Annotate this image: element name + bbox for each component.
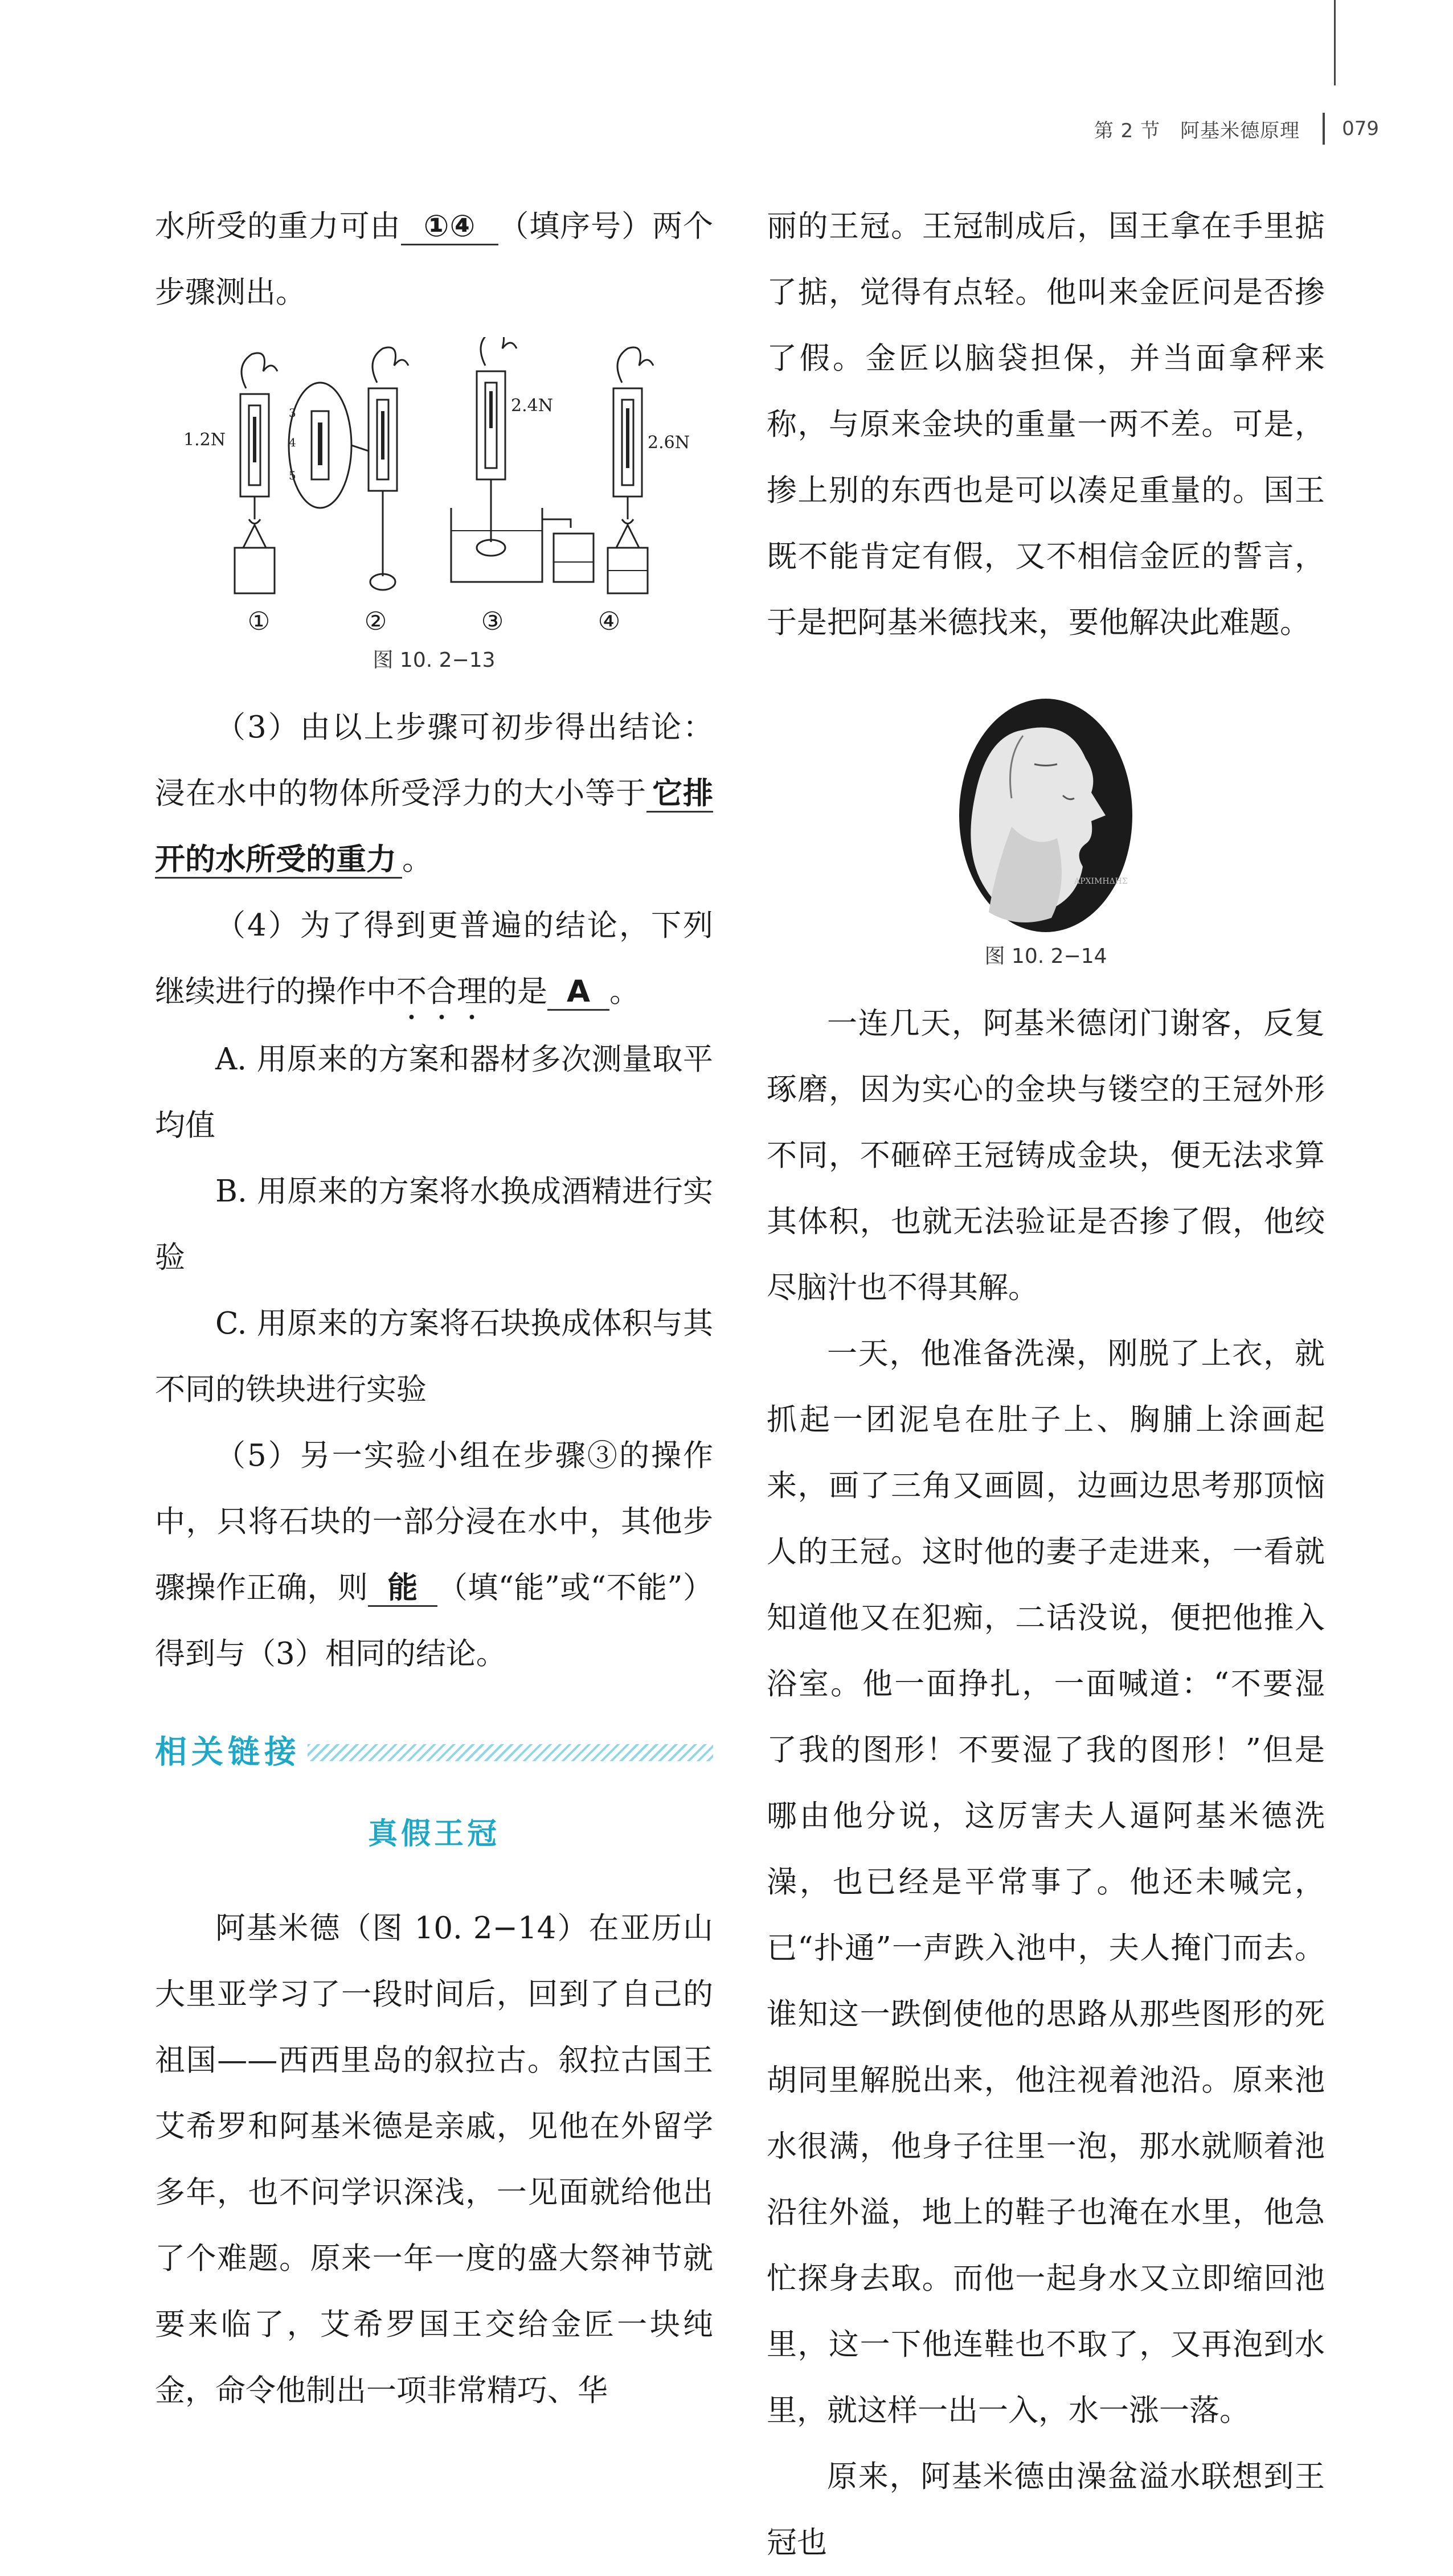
spring-scale-diagram (155, 337, 713, 605)
header-divider (1323, 113, 1325, 145)
top-margin-rule (1334, 0, 1336, 85)
scale-1 (235, 353, 277, 593)
reading-3: 2.4N (511, 396, 553, 416)
answer-q5: 能 (368, 1570, 437, 1607)
q3-text: （3）由以上步骤可初步得出结论：浸在水中的物体所受浮力的大小等于 (155, 710, 713, 811)
hatch-decoration (308, 1744, 713, 1761)
portrait-inscription: ΑΡΧΙΜΗΔΗΣ (1074, 877, 1128, 886)
step-labels (200, 605, 668, 639)
related-links-banner (155, 1727, 713, 1778)
story-title: 真假王冠 (367, 1817, 500, 1851)
intro-paragraph (155, 194, 713, 326)
option-b: B. 用原来的方案将水换成酒精进行实验 (155, 1174, 713, 1275)
step-label-1: ① (247, 607, 271, 636)
related-links-label: 相关链接 (155, 1734, 301, 1771)
scale-mark-3: 3 (289, 406, 296, 420)
page-header (1094, 113, 1379, 145)
question-3 (155, 695, 713, 893)
option-a: A. 用原来的方案和器材多次测量取平均值 (155, 1042, 713, 1143)
answer-steps: ①④ (401, 209, 499, 245)
answer-q3: 它排开的水所受的重力 (155, 776, 713, 879)
reading-4: 2.6N (648, 433, 690, 453)
archimedes-portrait (767, 696, 1325, 935)
step-label-2: ② (364, 607, 387, 636)
figure-13-caption: 图 10. 2−13 (373, 649, 496, 672)
figure-14-caption: 图 10. 2−14 (984, 945, 1107, 968)
q4-text: （4）为了得到更普遍的结论，下列继续进行的操作中 (155, 908, 713, 1009)
scale-3 (451, 337, 594, 582)
story-paragraph-3: 一天，他准备洗澡，刚脱了上衣，就抓起一团泥皂在肚子上、胸脯上涂画起来，画了三角又画圆，边画边思考那顶恼人的王冠。这时他的妻子走进来，一看就知道他又在犯痴，二话没说，便把他推入浴室。他一面挣扎，一面喊道：“不要湿了我的图形！不要湿了我的图形！”但是哪由他分说，这厉害夫人逼阿基米德洗澡，也已经是平常事了。他还未喊完，已“扑通”一声跌入池中，夫人掩门而去。谁知这一跌倒使他的思路从那些图形的死胡同里解脱出来，他注视着池沿。原来池水很满，他身子往里一泡，那水就顺着池沿往外溢，地上的鞋子也淹在水里，他急忙探身去取。而他一起身水又立即缩回池里，这一下他连鞋也不取了，又再泡到水里，就这样一出一入，水一涨一落。 (767, 1336, 1325, 2428)
scale-mark-4: 4 (289, 436, 296, 449)
scale-mark-5: 5 (289, 469, 296, 482)
q4-mid: 的是 (487, 974, 547, 1009)
option-c: C. 用原来的方案将石块换成体积与其不同的铁块进行实验 (155, 1306, 713, 1407)
answer-q4: A (547, 974, 609, 1011)
intro-text: 水所受的重力可由 (155, 209, 401, 244)
page-number: 079 (1342, 117, 1379, 140)
question-4 (155, 893, 713, 1027)
scale-2 (289, 347, 408, 590)
figure-10-2-13 (155, 337, 713, 605)
q5-end: （填“能”或“不能”）得到与（3）相同的结论。 (155, 1570, 714, 1671)
q4-emphasis: 不合理 (396, 974, 487, 1009)
intro-text-end: （填序号）两个步骤测出。 (155, 209, 713, 310)
scale-4 (608, 347, 653, 593)
question-5 (155, 1423, 713, 1687)
q5-text: （5）另一实验小组在步骤③的操作中，只将石块的一部分浸在水中，其他步骤操作正确，则 (155, 1438, 713, 1605)
step-label-4: ④ (597, 607, 621, 636)
story-paragraph-1-cont: 丽的王冠。王冠制成后，国王拿在手里掂了掂，觉得有点轻。他叫来金匠问是否掺了假。金匠以脑袋担保，并当面拿秤来称，与原来金块的重量一两不差。可是，掺上别的东西也是可以凑足重量的。国王既不能肯定有假，又不相信金匠的誓言，于是把阿基米德找来，要他解决此难题。 (767, 209, 1325, 640)
story-paragraph-2: 一连几天，阿基米德闭门谢客，反复琢磨，因为实心的金块与镂空的王冠外形不同，不砸碎王冠铸成金块，便无法求算其体积，也就无法验证是否掺了假，他绞尽脑汁也不得其解。 (767, 1006, 1325, 1305)
story-paragraph-4: 原来，阿基米德由澡盆溢水联想到王冠也 (767, 2459, 1325, 2560)
right-column (767, 194, 1325, 2576)
figure-10-2-14 (767, 696, 1325, 935)
story-paragraph-1: 阿基米德（图 10. 2−14）在亚历山大里亚学习了一段时间后，回到了自己的祖国——西西里岛的叙拉古。叙拉古国王艾希罗和阿基米德是亲戚，见他在外留学多年，也不问学识深浅，一见面就给他出了个难题。原来一年一度的盛大祭神节就要来临了，艾希罗国王交给金匠一块纯金，命令他制出一项非常精巧、华 (155, 1911, 713, 2408)
left-column (155, 194, 713, 2424)
reading-1: 1.2N (183, 430, 226, 450)
step-label-3: ③ (481, 607, 504, 636)
section-title: 第 2 节 阿基米德原理 (1094, 119, 1300, 142)
q4-end: 。 (609, 974, 640, 1009)
q3-end: 。 (402, 842, 432, 877)
